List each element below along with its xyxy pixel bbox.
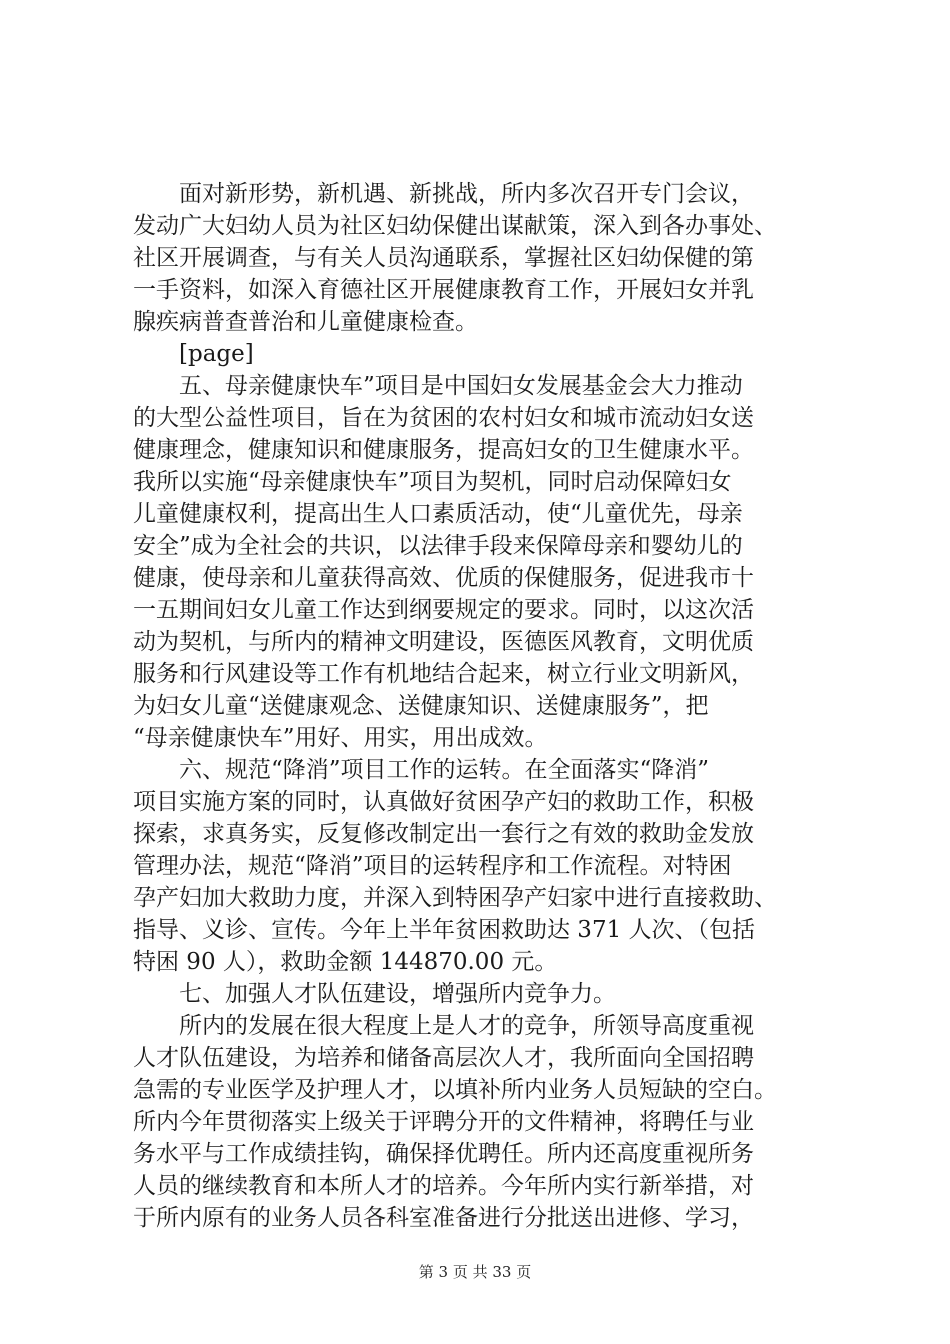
text-line: 指导、义诊、宣传。今年上半年贫困救助达 371 人次、（包括 <box>133 917 756 943</box>
text-line: 服务和行风建设等工作有机地结合起来，树立行业文明新风， <box>133 661 754 687</box>
text-line: 孕产妇加大救助力度，并深入到特困孕产妇家中进行直接救助、 <box>133 885 777 911</box>
text-line: 安全”成为全社会的共识，以法律手段来保障母亲和婴幼儿的 <box>133 533 743 559</box>
text-line: 健康，使母亲和儿童获得高效、优质的保健服务，促进我市十 <box>133 565 754 591</box>
text-line: 项目实施方案的同时，认真做好贫困孕产妇的救助工作，积极 <box>133 789 754 815</box>
text-line: 所内的发展在很大程度上是人才的竞争，所领导高度重视 <box>133 1013 754 1039</box>
text-line: 人员的继续教育和本所人才的培养。今年所内实行新举措，对 <box>133 1173 754 1199</box>
text-line: [page] <box>133 341 254 367</box>
text-line: 健康理念，健康知识和健康服务，提高妇女的卫生健康水平。 <box>133 437 754 463</box>
text-line: 探索，求真务实，反复修改制定出一套行之有效的救助金发放 <box>133 821 754 847</box>
page-footer: 第 3 页 共 33 页 <box>418 1263 532 1281</box>
document-body <box>133 178 859 1234</box>
text-line: 发动广大妇幼人员为社区妇幼保健出谋献策，深入到各办事处、 <box>133 213 777 239</box>
text-line: 面对新形势，新机遇、新挑战，所内多次召开专门会议， <box>133 181 754 207</box>
text-line: 所内今年贯彻落实上级关于评聘分开的文件精神，将聘任与业 <box>133 1109 754 1135</box>
text-line: 于所内原有的业务人员各科室准备进行分批送出进修、学习， <box>133 1205 754 1231</box>
text-line: “母亲健康快车”用好、用实，用出成效。 <box>133 725 548 751</box>
text-line: 特困 90 人），救助金额 144870.00 元。 <box>133 949 558 975</box>
text-line: 社区开展调查，与有关人员沟通联系，掌握社区妇幼保健的第 <box>133 245 754 271</box>
text-line: 六、规范“降消”项目工作的运转。在全面落实“降消” <box>133 757 710 783</box>
text-line: 儿童健康权利，提高出生人口素质活动，使“儿童优先，母亲 <box>133 501 743 527</box>
text-line: 管理办法，规范“降消”项目的运转程序和工作流程。对特困 <box>133 853 732 879</box>
text-line: 急需的专业医学及护理人才，以填补所内业务人员短缺的空白。 <box>133 1077 777 1103</box>
text-line: 一五期间妇女儿童工作达到纲要规定的要求。同时，以这次活 <box>133 597 754 623</box>
text-line: 的大型公益性项目，旨在为贫困的农村妇女和城市流动妇女送 <box>133 405 754 431</box>
text-line: 动为契机，与所内的精神文明建设，医德医风教育，文明优质 <box>133 629 754 655</box>
text-line: 五、母亲健康快车”项目是中国妇女发展基金会大力推动 <box>133 373 743 399</box>
text-line: 七、加强人才队伍建设，增强所内竞争力。 <box>133 981 616 1007</box>
text-line: 人才队伍建设，为培养和储备高层次人才，我所面向全国招聘 <box>133 1045 754 1071</box>
text-line: 腺疾病普查普治和儿童健康检查。 <box>133 309 478 335</box>
text-line: 为妇女儿童“送健康观念、送健康知识、送健康服务”，把 <box>133 693 709 719</box>
text-line: 我所以实施“母亲健康快车”项目为契机，同时启动保障妇女 <box>133 469 732 495</box>
text-line: 务水平与工作成绩挂钩，确保择优聘任。所内还高度重视所务 <box>133 1141 754 1167</box>
text-line: 一手资料，如深入育德社区开展健康教育工作，开展妇女并乳 <box>133 277 754 303</box>
